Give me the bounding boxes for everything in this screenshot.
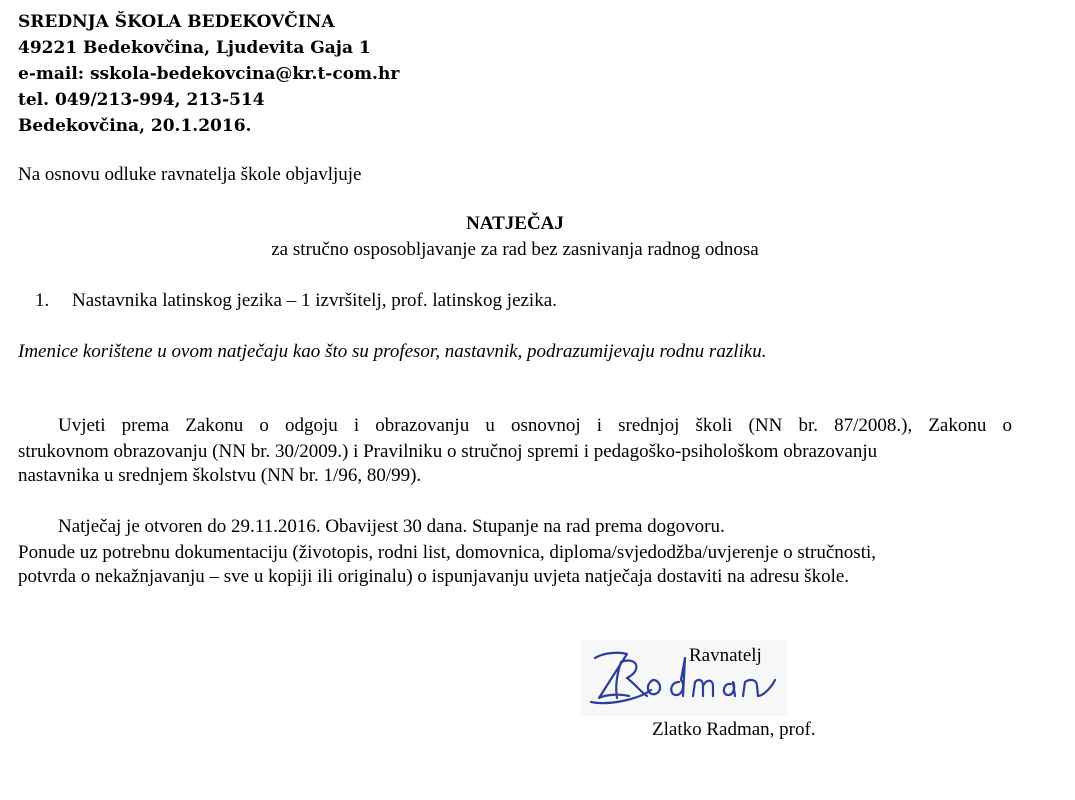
conditions-line-3: nastavnika u srednjem školstvu (NN br. 1/96, 80/99). [18,465,422,486]
conditions-line-1: Uvjeti prema Zakonu o odgoju i obrazovanju u osnovnoj i srednjoj školi (NN br. 87/2008.), Zakonu o [58,415,1012,436]
intro-text: Na osnovu odluke ravnatelja škole objavljuje [18,164,362,185]
document-title: NATJEČAJ [466,213,564,234]
place-date: Bedekovčina, 20.1.2016. [18,116,252,136]
school-email: e-mail: sskola-bedekovcina@kr.t-com.hr [18,64,400,84]
document-subtitle: za stručno osposobljavanje za rad bez zasnivanja radnog odnosa [271,239,759,260]
deadline-text: Natječaj je otvoren do 29.11.2016. Obavijest 30 dana. Stupanje na rad prema dogovoru. [58,516,725,537]
gender-note: Imenice korištene u ovom natječaju kao što su profesor, nastavnik, podrazumijevaju rodnu razliku. [18,341,767,362]
list-item-number: 1. [35,290,50,311]
signatory-name: Zlatko Radman, prof. [652,719,816,740]
list-item-text: Nastavnika latinskog jezika – 1 izvršitelj, prof. latinskog jezika. [72,290,557,311]
school-address: 49221 Bedekovčina, Ljudevita Gaja 1 [18,38,371,58]
school-phone: tel. 049/213-994, 213-514 [18,90,265,110]
submission-line-2: potvrda o nekažnjavanju – sve u kopiji ili originalu) o ispunjavanju uvjeta natječaja dostaviti na adresu škole. [18,566,850,587]
school-name: SREDNJA ŠKOLA BEDEKOVČINA [18,12,335,32]
conditions-line-2: strukovnom obrazovanju (NN br. 30/2009.) i Pravilniku o stručnoj spremi i pedagoško-psihološkom obrazovanju [18,441,878,462]
submission-line-1: Ponude uz potrebnu dokumentaciju (životopis, rodni list, domovnica, diploma/svjedodžba/uvjerenje o stručnosti, [18,542,877,563]
signatory-role: Ravnatelj [689,645,762,666]
